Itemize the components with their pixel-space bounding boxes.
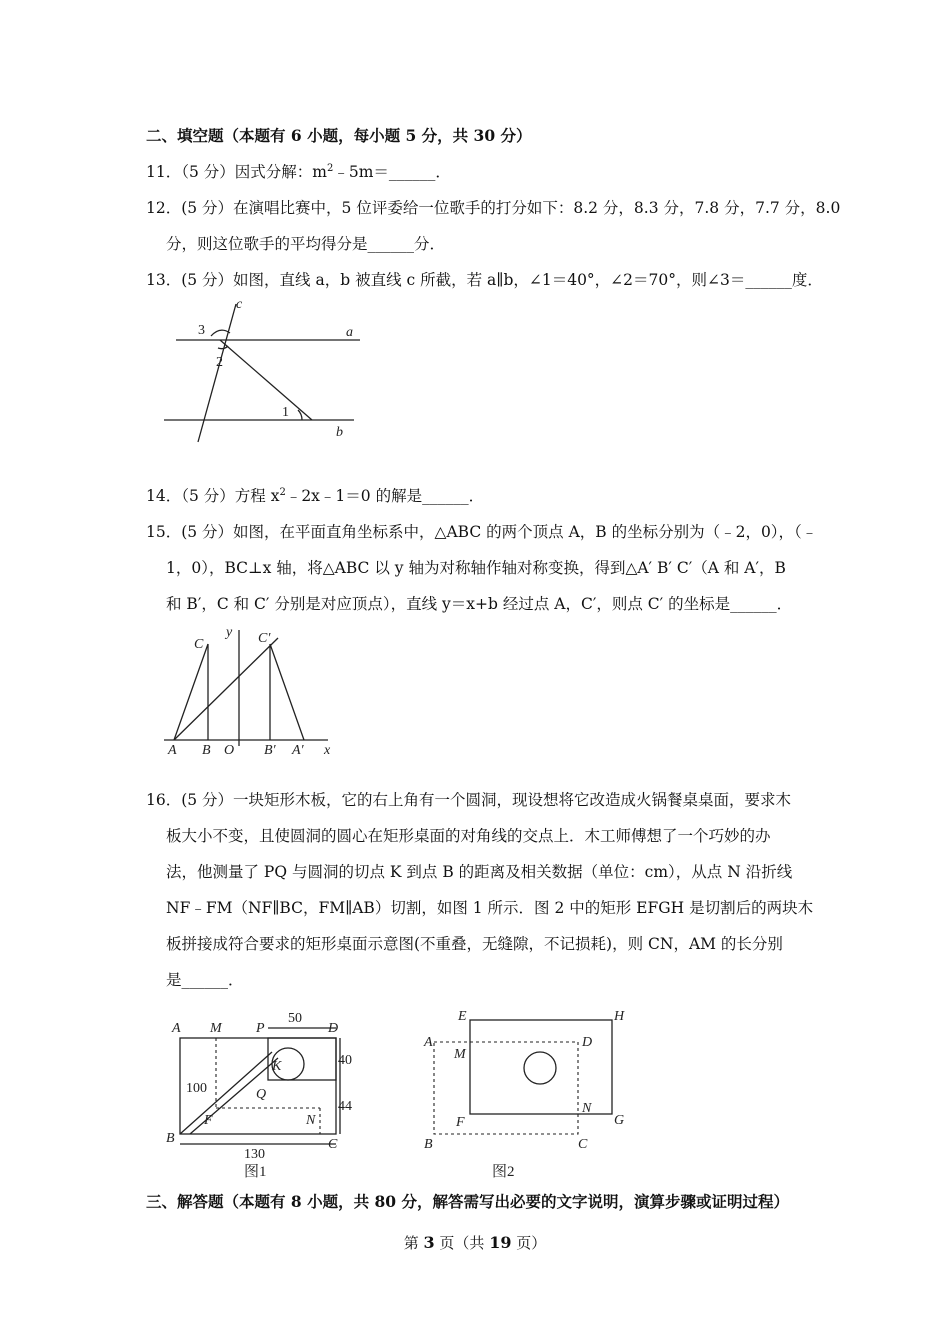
label-2: 2 xyxy=(216,355,223,370)
q11-suffix: ﹣5m＝______． xyxy=(333,163,451,181)
segment-C-prime-A-prime xyxy=(270,644,304,740)
label-B-prime: B′ xyxy=(264,743,276,758)
question-11 xyxy=(146,162,451,182)
label-x: x xyxy=(324,743,331,758)
label-B: B xyxy=(424,1137,433,1152)
dim-label-44: 44 xyxy=(338,1099,352,1114)
label-c: c xyxy=(236,297,243,312)
q14-prefix: 14．（5 分）方程 x xyxy=(146,487,280,505)
label-A: A xyxy=(424,1035,433,1050)
footer-post: 页） xyxy=(511,1234,547,1252)
label-K: K xyxy=(272,1059,282,1074)
figure-1-caption: 图1 xyxy=(244,1164,267,1180)
footer-mid: 页（共 xyxy=(434,1234,490,1252)
dim-label-40: 40 xyxy=(338,1053,352,1068)
label-E: E xyxy=(458,1009,467,1024)
question-16-line-3: 法，他测量了 PQ 与圆洞的切点 K 到点 B 的距离及相关数据（单位：cm），从点 N 沿折线 xyxy=(166,863,793,881)
footer-page-number: 3 xyxy=(423,1233,435,1252)
label-Q: Q xyxy=(256,1087,267,1102)
page-footer xyxy=(0,1232,950,1253)
figure-2-caption: 图2 xyxy=(492,1164,515,1180)
question-15-line-1: 15．(5 分）如图，在平面直角坐标系中，△ABC 的两个顶点 A，B 的坐标分别为（﹣2，0），（﹣ xyxy=(146,523,818,541)
label-H: H xyxy=(614,1009,625,1024)
q14-suffix: ﹣2x﹣1＝0 的解是______． xyxy=(285,487,485,505)
label-D: D xyxy=(582,1035,593,1050)
label-A: A xyxy=(172,1021,181,1036)
label-y: y xyxy=(226,625,233,640)
question-14 xyxy=(146,486,484,506)
label-B: B xyxy=(166,1131,175,1146)
label-A: A xyxy=(168,743,177,758)
q11-exponent: 2 xyxy=(326,162,334,174)
label-N: N xyxy=(306,1113,316,1128)
footer-pre: 第 xyxy=(403,1234,424,1252)
q14-exponent: 2 xyxy=(279,486,286,498)
q15-figure xyxy=(160,620,340,760)
label-P: P xyxy=(256,1021,265,1036)
hole-circle xyxy=(524,1052,556,1084)
question-13: 13．(5 分）如图，直线 a，b 被直线 c 所截，若 a∥b，∠1＝40°，∠2＝70°，则∠3＝______度． xyxy=(146,271,823,289)
q16-figure-1 xyxy=(160,1008,380,1183)
label-b: b xyxy=(336,425,343,440)
label-C-prime: C′ xyxy=(258,631,271,646)
question-15-line-3: 和 B′，C 和 C′ 分别是对应顶点），直线 y＝x+b 经过点 A，C′，则点 C′ 的坐标是______． xyxy=(166,595,793,613)
question-12-line-2: 分，则这位歌手的平均得分是______分． xyxy=(166,235,446,253)
label-M: M xyxy=(454,1047,466,1062)
q11-prefix: 11．（5 分）因式分解：m xyxy=(146,163,327,181)
question-16-line-2: 板大小不变，且使圆洞的圆心在矩形桌面的对角线的交点上．木工师傅想了一个巧妙的办 xyxy=(166,827,771,845)
segment-AC xyxy=(174,644,208,740)
label-G: G xyxy=(614,1113,625,1128)
question-16-line-5: 板拼接成符合要求的矩形桌面示意图(不重叠，无缝隙，不记损耗)，则 CN，AM 的长分别 xyxy=(166,935,783,953)
question-16-line-1: 16．(5 分）一块矩形木板，它的右上角有一个圆洞，现设想将它改造成火锅餐桌桌面，要求木 xyxy=(146,791,792,809)
q13-figure xyxy=(160,296,370,446)
label-D: D xyxy=(328,1021,339,1036)
label-B: B xyxy=(202,743,211,758)
label-3: 3 xyxy=(198,323,205,338)
label-O: O xyxy=(224,743,235,758)
label-1: 1 xyxy=(282,405,289,420)
dim-label-100: 100 xyxy=(186,1081,207,1096)
line-AC-prime xyxy=(174,638,278,740)
section-3-heading: 三、解答题（本题有 8 小题，共 80 分，解答需写出必要的文字说明，演算步骤或证明过程） xyxy=(146,1192,789,1211)
label-N: N xyxy=(582,1101,592,1116)
q16-figure-2 xyxy=(420,1008,640,1183)
question-16-line-4: NF﹣FM（NF∥BC，FM∥AB）切割，如图 1 所示．图 2 中的矩形 EFGH 是切割后的两块木 xyxy=(166,899,814,917)
label-a: a xyxy=(346,325,353,340)
label-F: F xyxy=(204,1113,213,1128)
transversal xyxy=(220,340,312,420)
label-M: M xyxy=(210,1021,222,1036)
label-A-prime: A′ xyxy=(292,743,304,758)
label-C: C xyxy=(328,1137,338,1152)
question-12-line-1: 12．(5 分）在演唱比赛中，5 位评委给一位歌手的打分如下：8.2 分，8.3 分，7.8 分，7.7 分，8.0 xyxy=(146,199,841,217)
label-C: C xyxy=(194,637,204,652)
dim-label-130: 130 xyxy=(244,1147,265,1162)
question-15-line-2: 1，0），BC⊥x 轴，将△ABC 以 y 轴为对称轴作轴对称变换，得到△A′ B′ C′（A 和 A′，B xyxy=(166,559,786,577)
footer-total-pages: 19 xyxy=(489,1233,512,1252)
dim-label-50: 50 xyxy=(288,1011,302,1026)
question-16-line-6: 是______． xyxy=(166,971,244,989)
section-2-heading: 二、填空题（本题有 6 小题，每小题 5 分，共 30 分） xyxy=(146,126,532,145)
label-C: C xyxy=(578,1137,588,1152)
label-F: F xyxy=(456,1115,465,1130)
